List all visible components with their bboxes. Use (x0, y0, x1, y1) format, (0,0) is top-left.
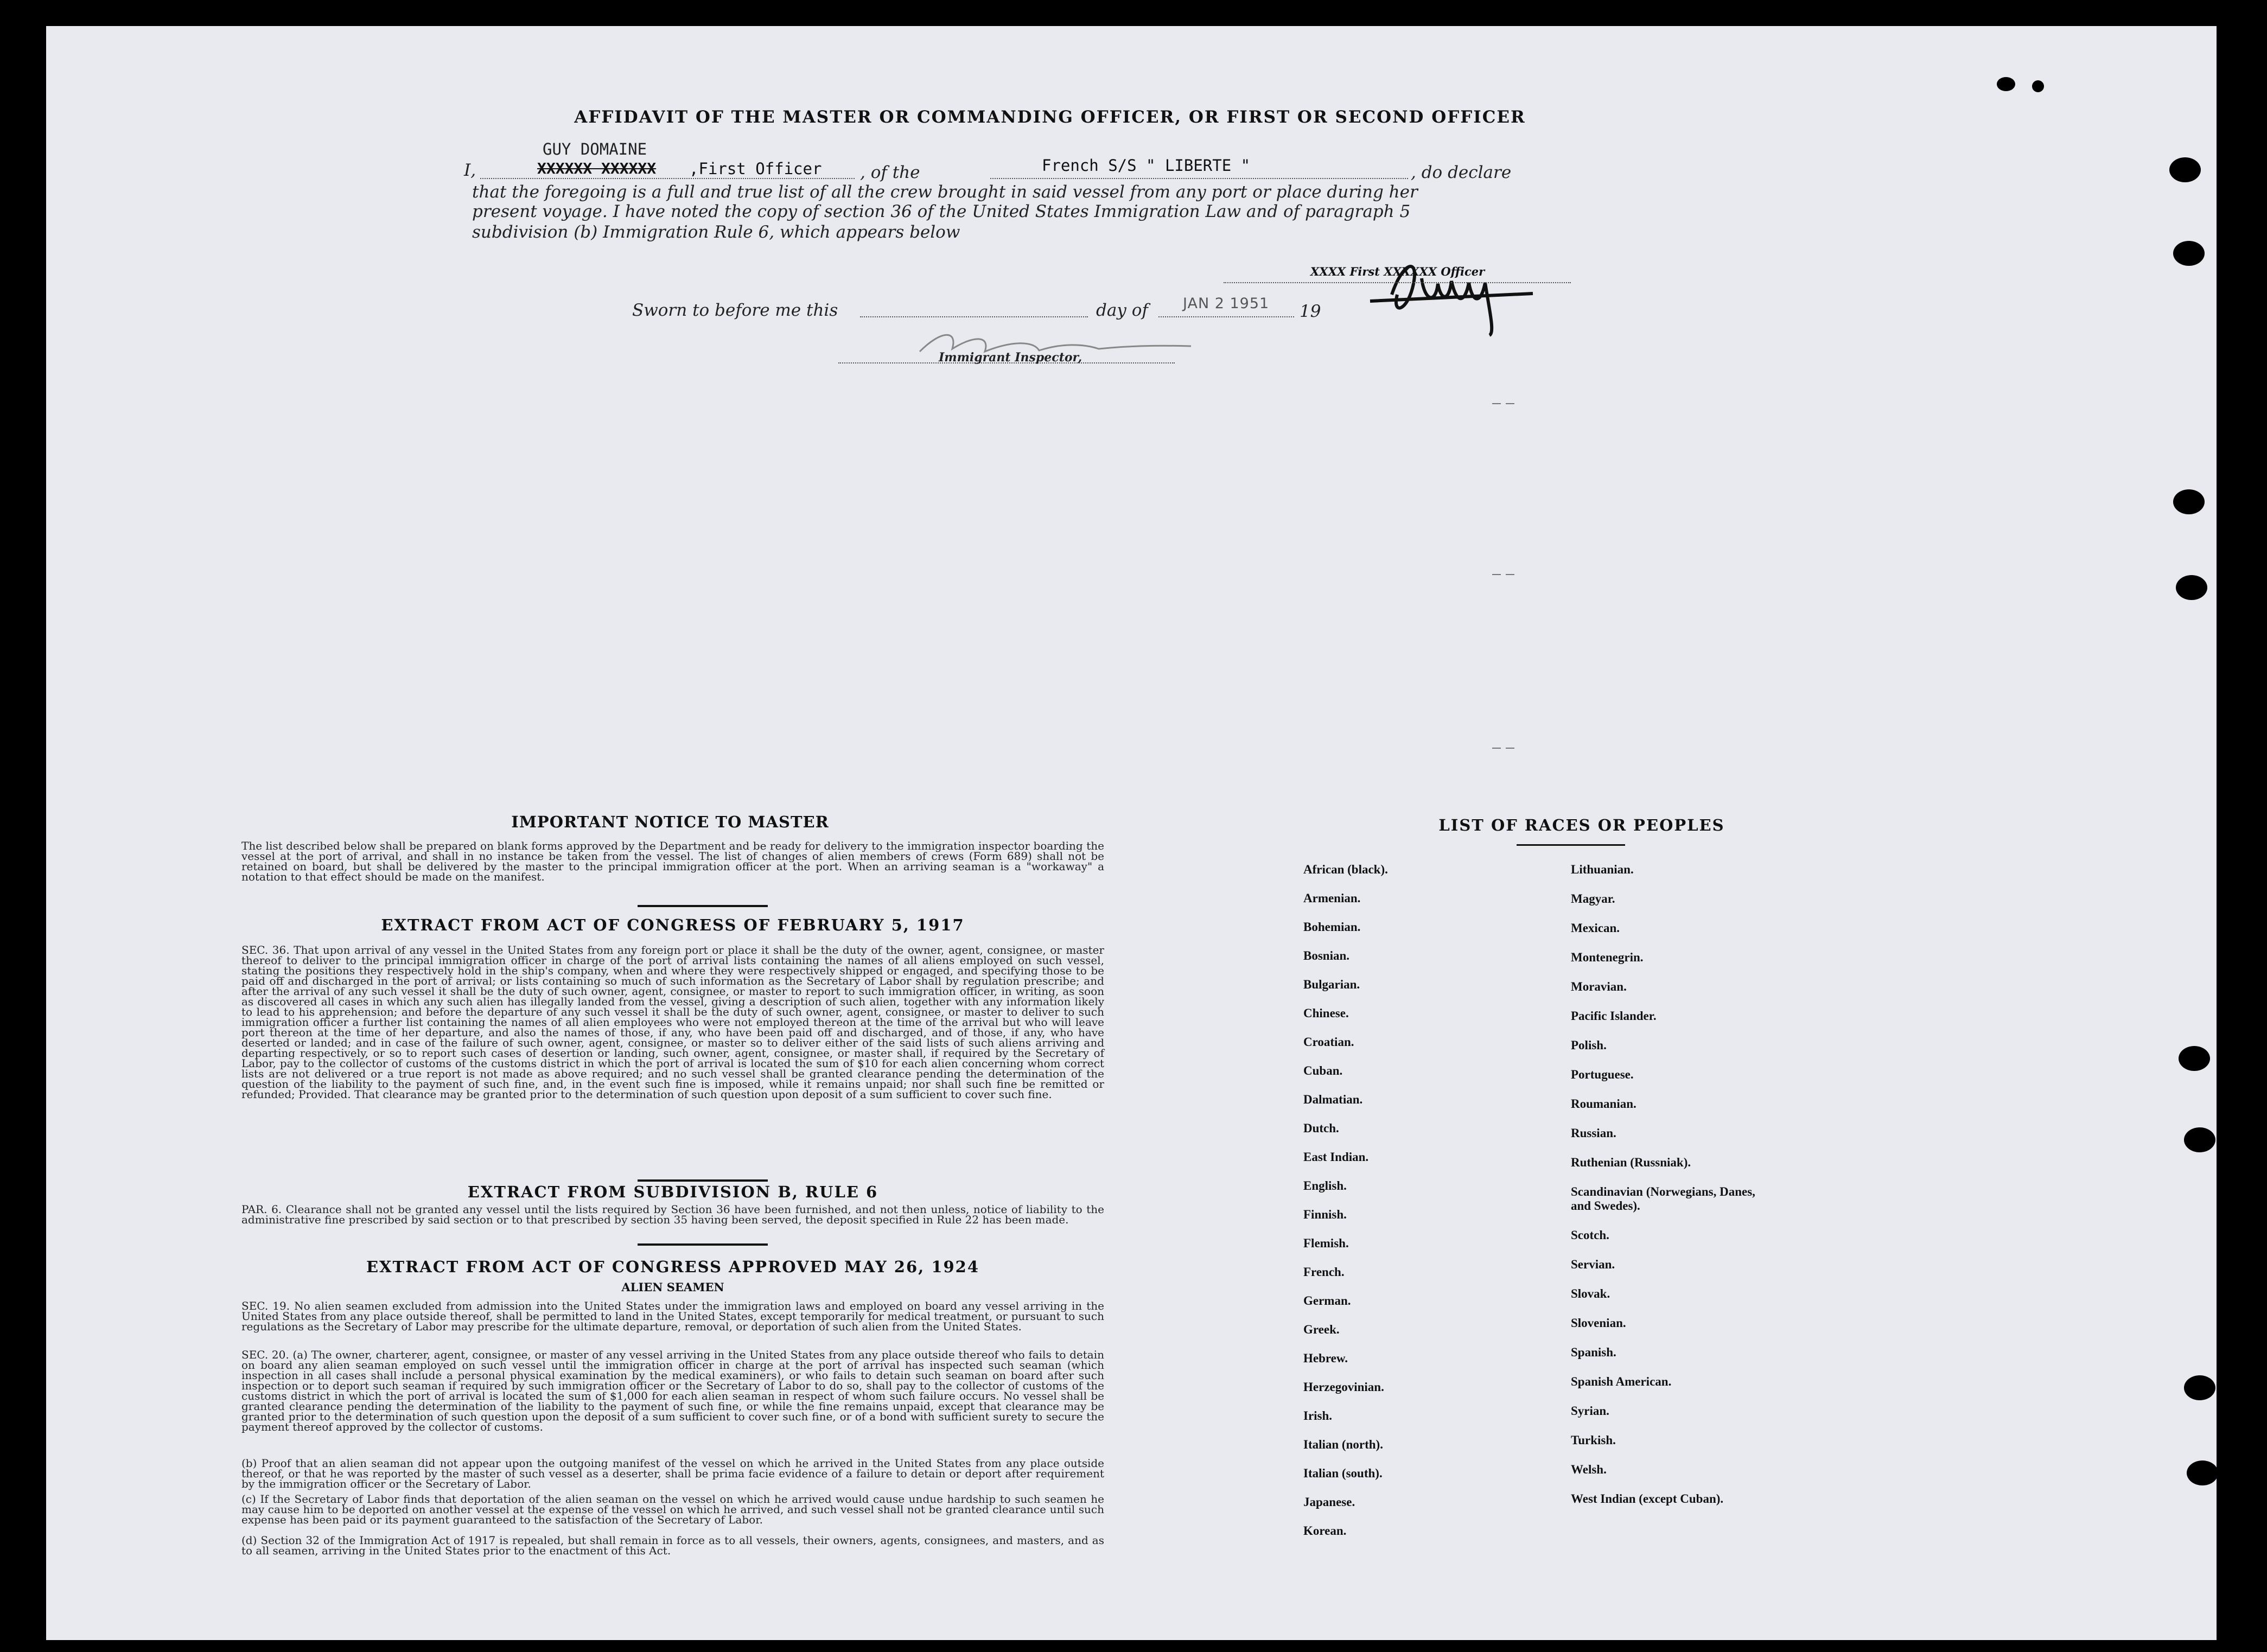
punch-hole (2169, 157, 2201, 182)
ruling-mark (1506, 574, 1514, 575)
race-item: Russian. (1571, 1126, 1616, 1140)
extract-1924-para-2: SEC. 20. (a) The owner, charterer, agent, consignee, or master of any vessel arriving in the United States from any place outside thereof who fails to detain on board any alien seaman employed on such vessel until the immigration officer in charge at the port of arrival has inspected such seaman (which inspection in all cases shall include a personal physical examination by the medical examiners), or who fails to detain such seaman on board after such inspection or to deport such seaman if required by such immigration officer or the Secretary of Labor to do so, shall pay to the collector of customs of the customs district in which the port of arrival is located the sum of $1,000 for each alien seaman in respect of whom such failure occurs. No vessel shall be granted clearance pending the determination of the liability to the payment of such fine, or while the fine remains unpaid, except that clearance may be granted prior to the determination of such question upon the deposit of a sum sufficient to cover such fine, or of a bond with sufficient surety to secure the payment thereof approved by the collector of customs. (241, 1348, 1104, 1433)
race-item: Herzegovinian. (1303, 1380, 1384, 1394)
race-item: Spanish. (1571, 1345, 1616, 1359)
race-item: Portuguese. (1571, 1068, 1634, 1081)
ruling-mark (1506, 748, 1514, 749)
affidavit-title: AFFIDAVIT OF THE MASTER OR COMMANDING OFFICER, OR FIRST OR SECOND OFFICER (574, 107, 1526, 127)
ruling-mark (1506, 403, 1514, 404)
race-item: Flemish. (1303, 1236, 1349, 1250)
date-line (1158, 316, 1294, 317)
extract-rule6-body: PAR. 6. Clearance shall not be granted any vessel until the lists required by Section 36 have been furnished, and not then unless, notice of liability to the administrative fine prescribed by said section or to that prescribed by section 35 having been served, the deposit specified in Rule 22 has been made. (241, 1203, 1104, 1226)
typed-name: GUY DOMAINE (543, 140, 647, 158)
races-title: LIST OF RACES OR PEOPLES (1438, 816, 1725, 834)
notice-body: The list described below shall be prepared on blank forms approved by the Department and be ready for delivery to the immigration inspector boarding the vessel at the port of arrival, and shall in no instance be taken from the vessel. The list of changes of alien members of crews (Form 689) shall not be retained on board, but shall be delivered by the master to the principal immigration officer at the port. When an arriving seaman is a "workaway" a notation to that effect should be made on the manifest. (241, 839, 1104, 883)
extract-1924-para-4: (c) If the Secretary of Labor finds that deportation of the alien seaman on the vessel on which he arrived would cause undue hardship to such seamen he may cause him to be deported on another vessel at the expense of the vessel on which he arrived, and such vessel shall not be granted clearance until such expense has been paid or its payment guaranteed to the satisfaction of the Secretary of Labor. (241, 1492, 1104, 1526)
extract-rule6-title: EXTRACT FROM SUBDIVISION B, RULE 6 (467, 1183, 878, 1201)
race-item: Dutch. (1303, 1121, 1339, 1135)
race-item: Servian. (1571, 1258, 1615, 1271)
race-item: Spanish American. (1571, 1375, 1672, 1388)
officer-signature (1327, 240, 1631, 338)
race-item: Scandinavian (Norwegians, Danes, and Swedes). (1571, 1185, 1755, 1213)
punch-hole (2032, 80, 2044, 92)
punch-hole (2176, 575, 2207, 600)
race-item: Bohemian. (1303, 920, 1361, 934)
race-item: Turkish. (1571, 1433, 1616, 1447)
divider (638, 1179, 768, 1182)
race-item: French. (1303, 1265, 1345, 1279)
punch-hole (2184, 1127, 2215, 1152)
race-item: Irish. (1303, 1409, 1333, 1423)
notice-title: IMPORTANT NOTICE TO MASTER (511, 813, 829, 831)
declaration-line-4: subdivision (b) Immigration Rule 6, which appears below (472, 222, 960, 242)
race-item: Mexican. (1571, 921, 1620, 935)
year-label: 19 (1300, 302, 1321, 321)
extract-1917-title: EXTRACT FROM ACT OF CONGRESS OF FEBRUARY 5, 1917 (381, 916, 965, 934)
race-item: Croatian. (1303, 1035, 1354, 1049)
race-item: Bosnian. (1303, 949, 1350, 962)
signature-caption: XXXX First XXXXXX Officer (1310, 265, 1485, 278)
ruling-mark (1492, 403, 1501, 404)
day-of-label: day of (1096, 301, 1148, 320)
race-item: German. (1303, 1294, 1351, 1307)
punch-hole (2173, 489, 2205, 514)
extract-1924-para-1: SEC. 19. No alien seamen excluded from admission into the United States under the immigration laws and employed on board any vessel arriving in the United States from any place outside thereof, shall be permitted to land in the United States, except temporarily for medical treatment, or pursuant to such regulations as the Secretary of Labor may prescribe for the ultimate departure, removal, or deportation of such alien from the United States. (241, 1299, 1104, 1333)
race-item: Bulgarian. (1303, 978, 1360, 991)
race-item: Polish. (1571, 1038, 1607, 1052)
sworn-label: Sworn to before me this (632, 301, 838, 320)
rank-field: ,First Officer (689, 160, 822, 178)
race-item: Italian (north). (1303, 1438, 1383, 1451)
punch-hole (1997, 77, 2015, 91)
name-field-line (480, 178, 855, 179)
race-item: Slovak. (1571, 1287, 1610, 1300)
punch-hole (2173, 241, 2205, 266)
race-item: Slovenian. (1571, 1316, 1626, 1330)
vessel-field-line (990, 178, 1408, 179)
race-item: Dalmatian. (1303, 1093, 1363, 1106)
race-item: Moravian. (1571, 980, 1627, 993)
vessel-name: French S/S " LIBERTE " (1042, 156, 1251, 175)
punch-hole (2184, 1375, 2215, 1400)
struck-name: XXXXXX XXXXXX (537, 160, 657, 177)
sworn-day-line (860, 316, 1088, 317)
race-item: Finnish. (1303, 1208, 1347, 1221)
punch-hole (2179, 1046, 2210, 1071)
race-item: Hebrew. (1303, 1351, 1348, 1365)
race-item: Scotch. (1571, 1228, 1609, 1242)
race-item: Pacific Islander. (1571, 1009, 1657, 1023)
divider (638, 1243, 768, 1246)
ruling-mark (1492, 574, 1501, 575)
race-item: Italian (south). (1303, 1466, 1383, 1480)
divider (638, 905, 768, 907)
race-item: Chinese. (1303, 1006, 1349, 1020)
i-label: I, (464, 161, 476, 180)
declaration-line-2: that the foregoing is a full and true list of all the crew brought in said vessel from any port or place during her (472, 182, 1418, 202)
race-item: Armenian. (1303, 891, 1361, 905)
signature-line (1224, 282, 1571, 283)
extract-1924-title: EXTRACT FROM ACT OF CONGRESS APPROVED MAY 26, 1924 (366, 1258, 980, 1276)
race-item: Welsh. (1571, 1463, 1607, 1476)
ruling-mark (1492, 748, 1501, 749)
race-item: Magyar. (1571, 892, 1615, 905)
extract-1917-body: SEC. 36. That upon arrival of any vessel in the United States from any foreign port or place it shall be the duty of the owner, agent, consignee, or master thereof to deliver to the principal immigration officer in charge of the port of arrival lists containing the names of all aliens employed on such vessel, stating the positions they respectively hold in the ship's company, when and where they were respectively shipped or engaged, and specifying those to be paid off and discharged in the port of arrival; or lists containing so much of such information as the Secretary of Labor shall by regulation prescribe; and after the arrival of any such vessel it shall be the duty of such owner, agent, consignee, or master to report to such immigration officer, in writing, as soon as discovered all cases in which any such alien has illegally landed from the vessel, giving a description of such alien, together with any information likely to lead to his apprehension; and before the departure of any such vessel it shall be the duty of such owner, agent, consignee, or master to deliver to such immigration officer a further list containing the names of all alien employees who were not employed thereon at the time of the arrival but who will leave port thereon at the time of her departure, and also the names of those, if any, who have been paid off and discharged, and of those, if any, who have deserted or landed; and in case of the failure of such owner, agent, consignee, or master so to deliver either of the said lists of such aliens arriving and departing respectively, or so to report such cases of desertion or landing, such owner, agent, consignee, or master shall, if required by the Secretary of Labor, pay to the collector of customs of the customs district in which the port of arrival is located the sum of $10 for each alien concerning whom correct lists are not delivered or a true report is not made as above required; and no such vessel shall be granted clearance pending the determination of the question of the liability to the payment of such fine, and, in the event such fine is imposed, while it remains unpaid; nor shall such fine be remitted or refunded; Provided. That clearance may be granted prior to the determination of such question upon deposit of a sum sufficient to cover such fine. (241, 943, 1104, 1101)
race-item: Roumanian. (1571, 1097, 1636, 1111)
race-item: Syrian. (1571, 1404, 1609, 1418)
date-stamp: JAN 2 1951 (1183, 295, 1270, 312)
declaration-line-3: present voyage. I have noted the copy of section 36 of the United States Immigration Law and of paragraph 5 (472, 202, 1411, 221)
race-item: Lithuanian. (1571, 863, 1634, 876)
race-item: Greek. (1303, 1323, 1340, 1336)
document-page (46, 26, 2217, 1640)
punch-hole (2187, 1460, 2218, 1485)
divider (1517, 844, 1625, 846)
race-item: Cuban. (1303, 1064, 1343, 1077)
race-item: Ruthenian (Russniak). (1571, 1156, 1691, 1169)
do-declare-label: , do declare (1411, 163, 1512, 182)
race-item: Korean. (1303, 1524, 1347, 1538)
race-item: Montenegrin. (1571, 951, 1644, 964)
of-the-label: , of the (860, 163, 920, 182)
inspector-label: Immigrant Inspector, (939, 350, 1082, 365)
extract-1924-para-5: (d) Section 32 of the Immigration Act of 1917 is repealed, but shall remain in force as to all vessels, their owners, agents, consignees, and masters, and as to all seamen, arriving in the United States prior to the enactment of this Act. (241, 1534, 1104, 1557)
race-item: West Indian (except Cuban). (1571, 1492, 1724, 1506)
extract-1924-para-3: (b) Proof that an alien seaman did not appear upon the outgoing manifest of the vessel on which he arrived in the United States from any place outside thereof, or that he was reported by the master of such vessel as a deserter, shall be prima facie evidence of a failure to detain or deport after requirement by the immigration officer or the Secretary of Labor. (241, 1457, 1104, 1490)
extract-1924-subtitle: ALIEN SEAMEN (621, 1280, 724, 1294)
race-item: English. (1303, 1179, 1347, 1192)
race-item: African (black). (1303, 863, 1388, 876)
race-item: Japanese. (1303, 1495, 1355, 1509)
race-item: East Indian. (1303, 1150, 1369, 1164)
